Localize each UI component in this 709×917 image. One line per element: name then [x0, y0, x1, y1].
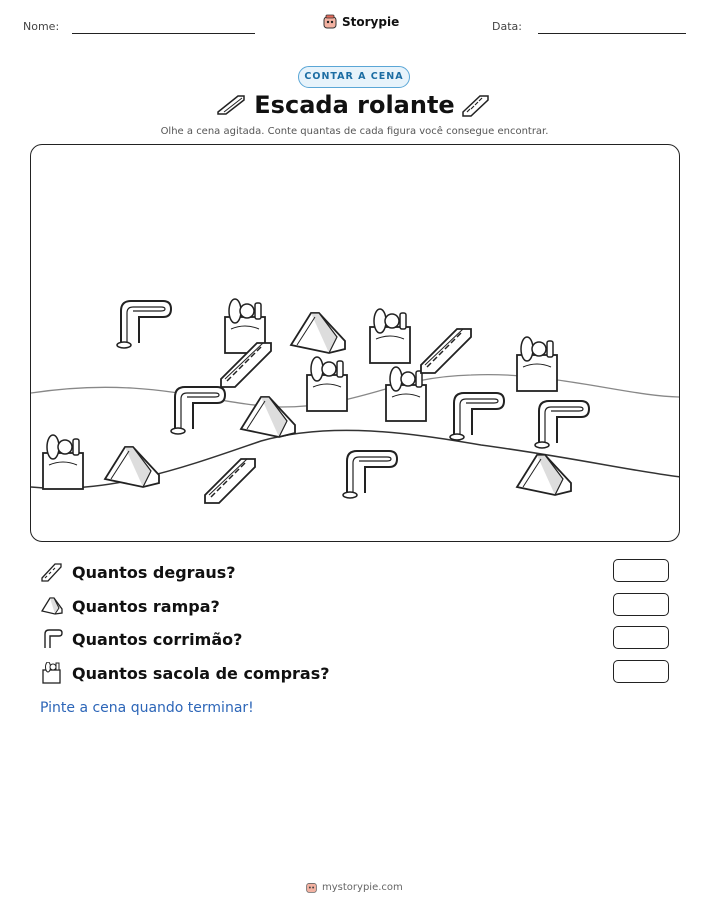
storypie-mascot-icon	[305, 881, 318, 894]
answer-box-handrail[interactable]	[613, 626, 669, 649]
question-text: Quantos sacola de compras?	[72, 663, 330, 683]
question-handrail	[40, 626, 242, 652]
question-ramp	[40, 593, 220, 619]
question-text: Quantos corrimão?	[72, 629, 243, 649]
shopping-bag-icon	[40, 662, 64, 684]
counting-scene	[30, 144, 680, 542]
answer-box-shopping-bag[interactable]	[613, 660, 669, 683]
page-subtitle: Olhe a cena agitada. Conte quantas de cada figura você consegue encontrar.	[160, 126, 549, 137]
page-title: Escada rolante	[254, 91, 455, 119]
answer-box-escalator[interactable]	[613, 559, 669, 582]
name-line[interactable]	[72, 33, 255, 34]
date-label: Data:	[492, 20, 522, 33]
site-footer	[305, 881, 403, 894]
ramp-icon	[40, 595, 64, 617]
name-label: Nome:	[23, 20, 60, 33]
activity-badge: CONTAR A CENA	[298, 66, 410, 88]
coloring-note: Pinte a cena quando terminar!	[40, 700, 254, 716]
question-escalator	[40, 559, 236, 585]
storypie-mascot-icon	[322, 14, 338, 30]
escalator-icon	[460, 92, 492, 118]
escalator-icon	[40, 561, 64, 583]
brand-name: Storypie	[342, 15, 400, 29]
question-shopping-bag	[40, 660, 330, 686]
date-line[interactable]	[538, 33, 686, 34]
scene-illustration	[31, 145, 680, 542]
site-url: mystorypie.com	[322, 882, 403, 893]
question-text: Quantos rampa?	[72, 596, 220, 616]
brand-logo	[322, 14, 399, 30]
question-text: Quantos degraus?	[72, 562, 236, 582]
answer-box-ramp[interactable]	[613, 593, 669, 616]
handrail-icon	[40, 628, 64, 650]
